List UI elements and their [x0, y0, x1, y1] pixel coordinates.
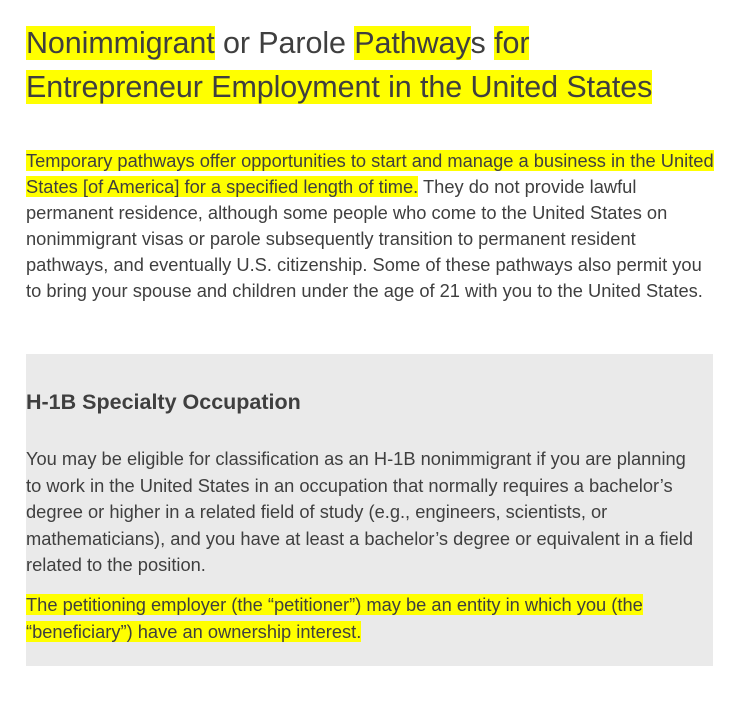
intro-highlighted-text: Temporary pathways offer opportunities to start and manage a business in the United States [of America] for a specified length of time.	[26, 150, 714, 197]
h1b-eligibility-paragraph: You may be eligible for classification as an H-1B nonimmigrant if you are planning to work in the United States in an occupation that normally requires a bachelor’s degree or higher in a related field of study (e.g., engineers, scientists, or mathematicians), and you have at least a bachelor’s degree or equivalent in a field related to the position.	[26, 448, 693, 575]
title-text-s: s	[470, 26, 495, 60]
document-page	[26, 0, 716, 304]
title-highlight-for: for	[494, 26, 530, 60]
page-title	[26, 0, 716, 109]
h1b-ownership-highlighted-text: The petitioning employer (the “petitioner”) may be an entity in which you (the “beneficiary”) have an ownership interest.	[26, 594, 643, 642]
intro-paragraph	[26, 148, 716, 304]
title-highlight-pathway: Pathway	[354, 26, 471, 60]
intro-plain-text: They do not provide lawful permanent residence, although some people who come to the United States on nonimmigrant visas or parole subsequently transition to permanent resident pathways, and eventually U.S. citizenship. Some of these pathways also permit you to bring your spouse and children under the age of 21 with you to the United States.	[26, 176, 703, 301]
section-heading-h1b: H-1B Specialty Occupation	[26, 390, 301, 414]
title-highlight-entrepreneur: Entrepreneur Employment in the United States	[26, 70, 653, 104]
title-text-or-parole: or Parole	[214, 26, 355, 60]
title-highlight-nonimmigrant: Nonimmigrant	[26, 26, 215, 60]
h1b-ownership-paragraph	[26, 592, 706, 645]
